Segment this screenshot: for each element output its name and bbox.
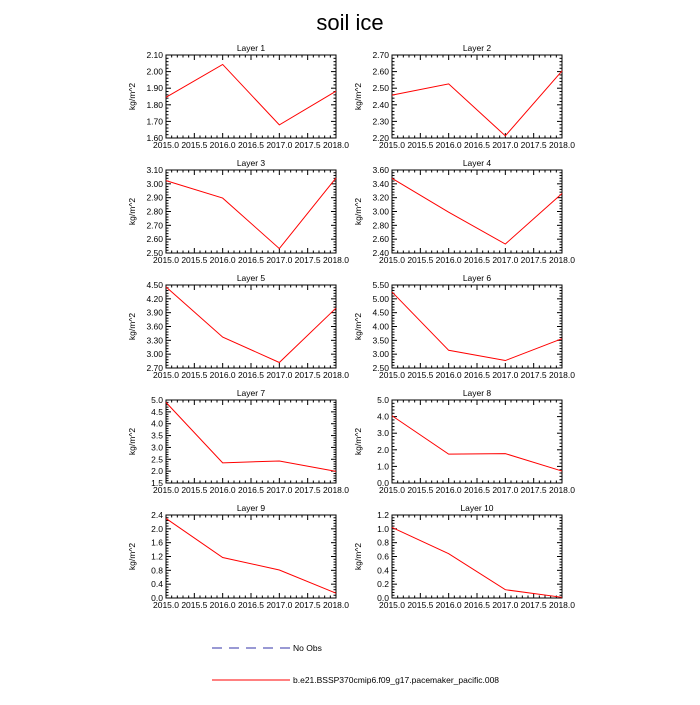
y-tick-label: 3.10 [146,165,163,175]
x-tick-label: 2018.0 [323,370,349,380]
series-line-layer-4 [392,178,562,244]
y-tick-label: 3.00 [372,349,389,360]
panel-layer-9 [127,503,349,610]
plot-frame [392,170,562,253]
x-tick-label: 2016.5 [464,255,490,265]
x-tick-label: 2017.5 [520,140,547,150]
panel-title: Layer 10 [460,503,494,513]
y-tick-label: 2.70 [146,363,163,373]
y-tick-label: 0.0 [377,478,389,488]
y-tick-label: 5.0 [151,395,163,405]
panel-layer-10 [353,503,575,610]
legend-obs-label: No Obs [293,643,322,653]
x-tick-label: 2017.5 [294,255,321,265]
x-tick-label: 2015.0 [153,255,179,265]
plot-frame [392,515,562,598]
y-axis-label: kg/m^2 [127,197,137,226]
y-tick-label: 4.0 [377,411,389,422]
x-tick-label: 2015.0 [153,140,179,150]
x-tick-label: 2017.0 [266,485,293,495]
x-tick-label: 2015.5 [407,255,434,265]
x-tick-label: 2016.5 [464,140,490,150]
y-tick-label: 4.50 [146,280,163,290]
x-tick-label: 2016.0 [209,255,236,265]
panel-layer-7 [127,388,349,495]
x-tick-label: 2015.0 [379,255,405,265]
x-tick-label: 2016.5 [238,255,264,265]
y-axis-label: kg/m^2 [353,312,363,341]
y-tick-label: 3.0 [151,442,163,453]
y-tick-label: 0.8 [151,565,163,576]
x-tick-label: 2015.5 [181,140,208,150]
y-tick-label: 2.70 [146,220,163,231]
x-tick-label: 2018.0 [549,600,575,610]
y-tick-label: 5.0 [377,395,389,405]
y-tick-label: 3.00 [146,349,163,360]
panel-layer-1 [127,43,349,150]
y-tick-label: 3.90 [146,307,163,318]
x-tick-label: 2016.0 [209,370,236,380]
y-tick-label: 3.30 [146,335,163,346]
legend [212,643,499,685]
series-line-layer-8 [392,416,562,471]
y-tick-label: 0.2 [377,579,389,590]
x-tick-label: 2018.0 [549,255,575,265]
x-tick-label: 2015.5 [181,370,208,380]
y-tick-label: 2.60 [146,234,163,245]
x-tick-label: 2016.5 [464,370,490,380]
y-tick-label: 5.00 [372,293,389,304]
x-tick-label: 2016.0 [209,140,236,150]
panel-title: Layer 7 [236,388,266,398]
x-tick-label: 2015.0 [379,370,405,380]
x-tick-label: 2016.0 [209,600,236,610]
x-tick-label: 2015.0 [153,485,179,495]
series-line-layer-10 [392,527,562,597]
y-tick-label: 1.0 [377,523,389,534]
y-tick-label: 0.0 [377,593,389,603]
x-tick-label: 2016.5 [238,600,264,610]
x-tick-label: 2015.5 [407,485,434,495]
x-tick-label: 2015.5 [181,600,208,610]
x-tick-label: 2017.5 [520,255,547,265]
x-tick-label: 2017.5 [520,600,547,610]
x-tick-label: 2018.0 [549,485,575,495]
panel-title: Layer 4 [462,158,492,168]
x-tick-label: 2017.0 [266,370,293,380]
y-tick-label: 2.50 [372,83,389,94]
plot-frame [166,400,336,483]
panel-title: Layer 1 [236,43,266,53]
x-tick-label: 2018.0 [549,370,575,380]
x-tick-label: 2018.0 [323,255,349,265]
x-tick-label: 2015.0 [379,140,405,150]
panel-layer-8 [353,388,575,495]
panel-title: Layer 5 [236,273,266,283]
x-tick-label: 2016.0 [435,370,462,380]
x-tick-label: 2017.0 [492,255,519,265]
y-tick-label: 1.70 [146,116,163,127]
series-line-layer-3 [166,178,336,249]
y-tick-label: 2.80 [146,206,163,217]
y-tick-label: 4.5 [151,406,163,417]
x-tick-label: 2016.5 [464,600,490,610]
y-tick-label: 4.20 [146,293,163,304]
plot-frame [392,55,562,138]
series-line-layer-6 [392,292,562,361]
y-axis-label: kg/m^2 [353,197,363,226]
panel-title: Layer 6 [462,273,492,283]
x-tick-label: 2016.5 [238,370,264,380]
y-tick-label: 3.60 [372,165,389,175]
x-tick-label: 2015.5 [181,485,208,495]
y-tick-label: 3.5 [151,430,163,441]
y-tick-label: 2.4 [151,510,163,520]
x-tick-label: 2016.0 [209,485,236,495]
x-tick-label: 2016.0 [435,485,462,495]
y-tick-label: 2.40 [372,99,389,110]
y-tick-label: 2.40 [372,248,389,258]
x-tick-label: 2015.0 [379,600,405,610]
y-axis-label: kg/m^2 [353,542,363,571]
series-line-layer-5 [166,287,336,363]
y-tick-label: 2.50 [372,363,389,373]
y-tick-label: 3.00 [146,178,163,189]
x-tick-label: 2016.0 [435,600,462,610]
y-tick-label: 3.20 [372,192,389,203]
y-tick-label: 1.5 [151,478,163,488]
y-tick-label: 2.0 [151,523,163,534]
y-tick-label: 2.70 [372,50,389,60]
series-line-layer-2 [392,71,562,136]
x-tick-label: 2015.0 [379,485,405,495]
y-axis-label: kg/m^2 [127,427,137,456]
figure-title: soil ice [316,10,384,35]
x-tick-label: 2017.0 [266,255,293,265]
y-tick-label: 0.6 [377,551,389,562]
y-axis-label: kg/m^2 [353,82,363,111]
panel-layer-2 [353,43,575,150]
panel-layer-6 [353,273,575,380]
panel-title: Layer 3 [236,158,266,168]
x-tick-label: 2017.0 [492,140,519,150]
plot-frame [166,515,336,598]
y-tick-label: 3.60 [146,321,163,332]
x-tick-label: 2017.5 [294,485,321,495]
y-tick-label: 4.00 [372,321,389,332]
x-tick-label: 2017.0 [266,600,293,610]
y-tick-label: 1.0 [377,461,389,472]
x-tick-label: 2015.0 [153,600,179,610]
x-tick-label: 2017.0 [492,600,519,610]
x-tick-label: 2016.5 [464,485,490,495]
y-tick-label: 0.4 [377,565,389,576]
y-tick-label: 3.00 [372,206,389,217]
y-tick-label: 3.50 [372,335,389,346]
y-tick-label: 1.80 [146,99,163,110]
x-tick-label: 2018.0 [323,485,349,495]
y-tick-label: 2.80 [372,220,389,231]
x-tick-label: 2015.0 [153,370,179,380]
y-tick-label: 2.10 [146,50,163,60]
x-tick-label: 2017.5 [294,370,321,380]
plot-frame [166,170,336,253]
x-tick-label: 2017.5 [294,140,321,150]
y-axis-label: kg/m^2 [127,82,137,111]
panel-layer-3 [127,158,349,265]
x-tick-label: 2017.5 [520,485,547,495]
x-tick-label: 2017.0 [492,370,519,380]
series-line-layer-9 [166,518,336,593]
y-tick-label: 0.4 [151,579,163,590]
plot-frame [166,285,336,368]
legend-model-label: b.e21.BSSP370cmip6.f09_g17.pacemaker_pacific.008 [293,675,500,685]
x-tick-label: 2016.0 [435,255,462,265]
y-axis-label: kg/m^2 [127,312,137,341]
x-tick-label: 2016.0 [435,140,462,150]
x-tick-label: 2015.5 [407,600,434,610]
y-tick-label: 3.0 [377,428,389,439]
y-tick-label: 5.50 [372,280,389,290]
y-tick-label: 1.2 [377,510,389,520]
x-tick-label: 2016.5 [238,140,264,150]
y-tick-label: 2.30 [372,116,389,127]
x-tick-label: 2018.0 [323,140,349,150]
y-tick-label: 2.0 [377,444,389,455]
x-tick-label: 2015.5 [407,140,434,150]
x-tick-label: 2017.0 [492,485,519,495]
x-tick-label: 2017.5 [294,600,321,610]
panel-title: Layer 8 [462,388,492,398]
y-tick-label: 0.8 [377,537,389,548]
y-axis-label: kg/m^2 [353,427,363,456]
y-tick-label: 2.20 [372,133,389,143]
plot-frame [166,55,336,138]
y-axis-label: kg/m^2 [127,542,137,571]
y-tick-label: 2.0 [151,466,163,477]
series-line-layer-1 [166,64,336,124]
panel-title: Layer 9 [236,503,266,513]
series-line-layer-7 [166,402,336,471]
x-tick-label: 2017.5 [520,370,547,380]
y-tick-label: 1.6 [151,537,163,548]
y-tick-label: 2.5 [151,454,163,465]
y-tick-label: 1.60 [146,133,163,143]
panel-layer-4 [353,158,575,265]
y-tick-label: 0.0 [151,593,163,603]
y-tick-label: 1.90 [146,83,163,94]
y-tick-label: 2.50 [146,248,163,258]
y-tick-label: 1.2 [151,551,163,562]
y-tick-label: 3.40 [372,178,389,189]
y-tick-label: 2.00 [146,66,163,77]
panel-layer-5 [127,273,349,380]
y-tick-label: 2.60 [372,66,389,77]
plot-frame [392,400,562,483]
y-tick-label: 2.60 [372,234,389,245]
x-tick-label: 2018.0 [549,140,575,150]
y-tick-label: 4.50 [372,307,389,318]
y-tick-label: 4.0 [151,418,163,429]
panel-title: Layer 2 [462,43,492,53]
x-tick-label: 2015.5 [407,370,434,380]
x-tick-label: 2016.5 [238,485,264,495]
x-tick-label: 2017.0 [266,140,293,150]
x-tick-label: 2015.5 [181,255,208,265]
y-tick-label: 2.90 [146,192,163,203]
x-tick-label: 2018.0 [323,600,349,610]
